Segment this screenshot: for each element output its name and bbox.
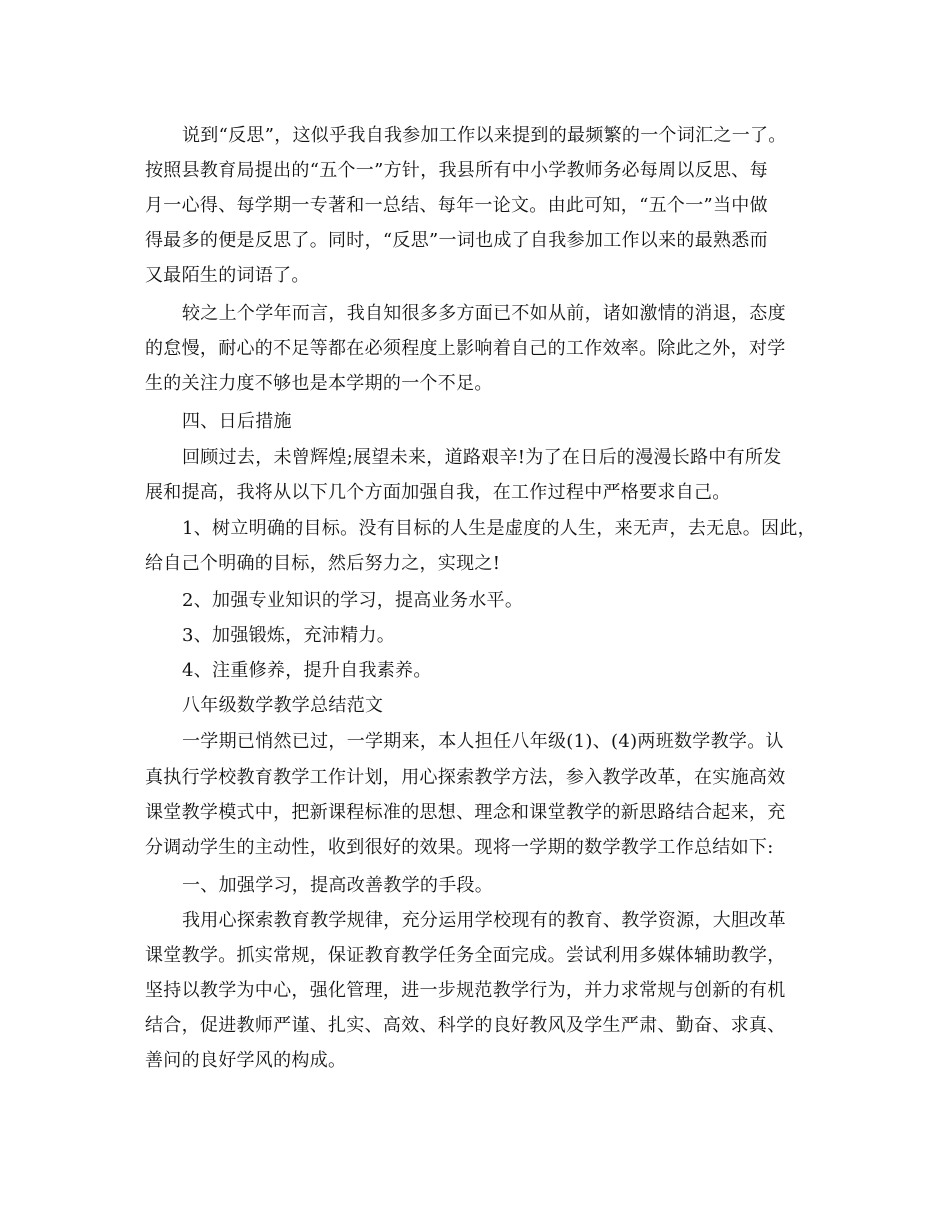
text-line-3: 月一心得、每学期一专著和一总结、每年一论文。由此可知，“五个一”当中做 bbox=[145, 195, 768, 216]
text-line-11: 展和提高，我将从以下几个方面加强自我，在工作过程中严格要求自己。 bbox=[145, 482, 731, 503]
text-line-4: 得最多的便是反思了。同时，“反思”一词也成了自我参加工作以来的最熟悉而 bbox=[145, 230, 768, 251]
text-line-14: 2、加强专业知识的学习，提高业务水平。 bbox=[182, 590, 524, 611]
text-line-5: 又最陌生的词语了。 bbox=[145, 265, 310, 286]
text-line-25: 坚持以教学为中心，强化管理，进一步规范教学行为，并力求常规与创新的有机 bbox=[145, 980, 786, 1001]
text-line-27: 善问的良好学风的构成。 bbox=[145, 1050, 347, 1071]
section-heading-measures: 四、日后措施 bbox=[182, 411, 292, 432]
text-line-13: 给自己个明确的目标，然后努力之，实现之! bbox=[145, 553, 501, 574]
text-line-19: 真执行学校教育教学工作计划，用心探索教学方法，参入教学改革，在实施高效 bbox=[145, 767, 786, 788]
text-line-8: 生的关注力度不够也是本学期的一个不足。 bbox=[145, 373, 493, 394]
text-line-1: 说到“反思”，这似乎我自我参加工作以来提到的最频繁的一个词汇之一了。 bbox=[182, 125, 787, 146]
text-line-12: 1、树立明确的目标。没有目标的人生是虚度的人生，来无声，去无息。因此， bbox=[182, 518, 816, 539]
text-line-2: 按照县教育局提出的“五个一”方针，我县所有中小学教师务必每周以反思、每 bbox=[145, 160, 768, 181]
text-line-6: 较之上个学年而言，我自知很多多方面已不如从前，诸如激情的消退，态度 bbox=[182, 303, 786, 324]
text-line-16: 4、注重修养，提升自我素养。 bbox=[182, 660, 432, 681]
text-line-26: 结合，促进教师严谨、扎实、高效、科学的良好教风及学生严肃、勤奋、求真、 bbox=[145, 1015, 786, 1036]
text-line-10: 回顾过去，未曾辉煌;展望未来，道路艰辛!为了在日后的漫漫长路中有所发 bbox=[182, 447, 782, 468]
text-line-18: 一学期已悄然已过，一学期来，本人担任八年级(1)、(4)两班数学教学。认 bbox=[182, 731, 784, 752]
article-title: 八年级数学教学总结范文 bbox=[182, 695, 384, 716]
text-line-20: 课堂教学模式中，把新课程标准的思想、理念和课堂教学的新思路结合起来，充 bbox=[145, 802, 786, 823]
text-line-15: 3、加强锻炼，充沛精力。 bbox=[182, 625, 396, 646]
text-line-21: 分调动学生的主动性，收到很好的效果。现将一学期的数学教学工作总结如下: bbox=[145, 837, 774, 858]
text-line-23: 我用心探索教育教学规律，充分运用学校现有的教育、教学资源，大胆改革 bbox=[182, 910, 786, 931]
text-line-7: 的怠慢，耐心的不足等都在必须程度上影响着自己的工作效率。除此之外，对学 bbox=[145, 338, 786, 359]
text-line-24: 课堂教学。抓实常规，保证教育教学任务全面完成。尝试利用多媒体辅助教学， bbox=[145, 945, 786, 966]
section-heading-learning: 一、加强学习，提高改善教学的手段。 bbox=[182, 875, 494, 896]
